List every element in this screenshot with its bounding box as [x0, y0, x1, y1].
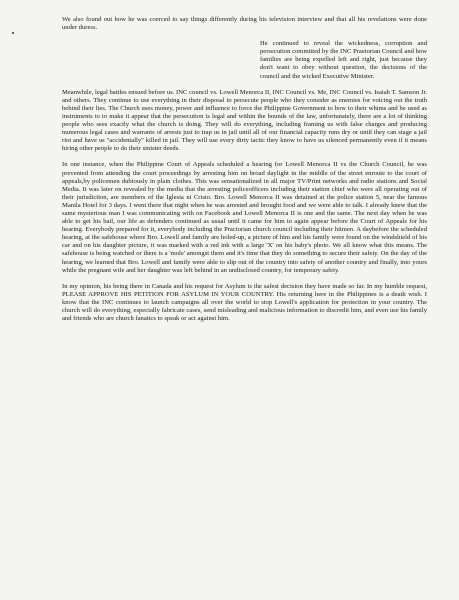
paragraph-4: In one instance, when the Philippine Court of Appeals scheduled a hearing for Lowell Menorca II vs the Church Council, he was prevented from attending the court proceedings by arresting him on broad daylight in the middle of the street enroute to the court of appeals,by policemen dubiously in plain clothes. This was sensationalized in all major TV/Print networks and radio stations and Social Media. It was later on revealed by the media that the arresting policeofficers including their station chief who were all operating out of their jurisdiction, are members of the Iglesia ni Cristo. Bro. Lowell Menorca II was detained at the police station 5, near the famous Manila Hotel for 3 days. I went there that night when he was arrested and brought food and we were able to talk. I already knew that the same mysterious man I was communicating with on Facebook and Lowell Menorca II is one and the same. The next day when he was able to get his bail, our life as defenders continued as usual until it came for him to again appear before the Court of Appeals for his hearing. Everybody prepared for it, everybody including the Practorian church council including their hitmen. A daybefore the scheduled hearing, at the safehouse where Bro. Lowell and family are holed-up, a picture of him and his family were found on the windshield of his car and on his daughter picture, it was marked with a red ink with a large 'X' on his baby's photo. We all know what this means. The safehouse is being watched or there is a 'mole' amongst them and it's time that they do something to secure their safety. On the day of the hearing, we learned that Bro. Lowell and family were able to slip out of the country into safety of another country and finally, into yours while the pregnant wife and her daughter was left behind in an undisclosed country, for temporary safety. — [62, 161, 427, 274]
paragraph-1: We also found out how he was coerced to say things differently during his television interview and that all his revelations were done under duress. — [62, 16, 427, 32]
paragraph-2: He continued to reveal the wickedness, corruption and persecution committed by the INC Praetorian Council and how families are being expelled left and right, just because they don't want to obey without question, the decisions of the council and the wicked Executive Minister. — [260, 40, 427, 80]
paragraph-5: In my opinion, his being there in Canada and his request for Asylum is the safest decision they have made so far. In my humble request, PLEASE APPROVE HIS PETITION FOR ASYLUM IN YOUR COUNTRY. His returning here in the Philippines is a death wish. I know that the INC continues to launch campaigns all over the world to stop Lowell's application for protection in your country. The church will do everything, especially fabricate cases, send misleading and malicious information to discredit him, and even use his family and friends who are church fanatics to speak or act against him. — [62, 282, 427, 323]
scan-speck — [12, 32, 14, 34]
paragraph-3: Meanwhile, legal battles ensued before us. INC council vs. Lowell Menorca II, INC Council vs. Me, INC Council vs. Isaiah T. Samson Jr. and others. They continue to use everything in their disposal to persecute people who they consider as enemies for voicing out the truth behind their lies. The Church uses money, power and influence to force the Philippine Government to bow to their whims and be used as instruments to to make it appear that the persecution is legal and within the bounds of the law, unfortunately, there are a lot of thinking people who sees exactly what the church is doing. They will do everything, including framing us with false charges and producing numerous legal cases and warrants of arrests just to trap us in jail until all of our financial capacity runs dry or until they can stage a jail riot and have us "accidentally" killed in jail. They will use every dirty tactic they know to have us silenced permanently even if it means hiring other people to do their sinister deeds. — [62, 88, 427, 153]
